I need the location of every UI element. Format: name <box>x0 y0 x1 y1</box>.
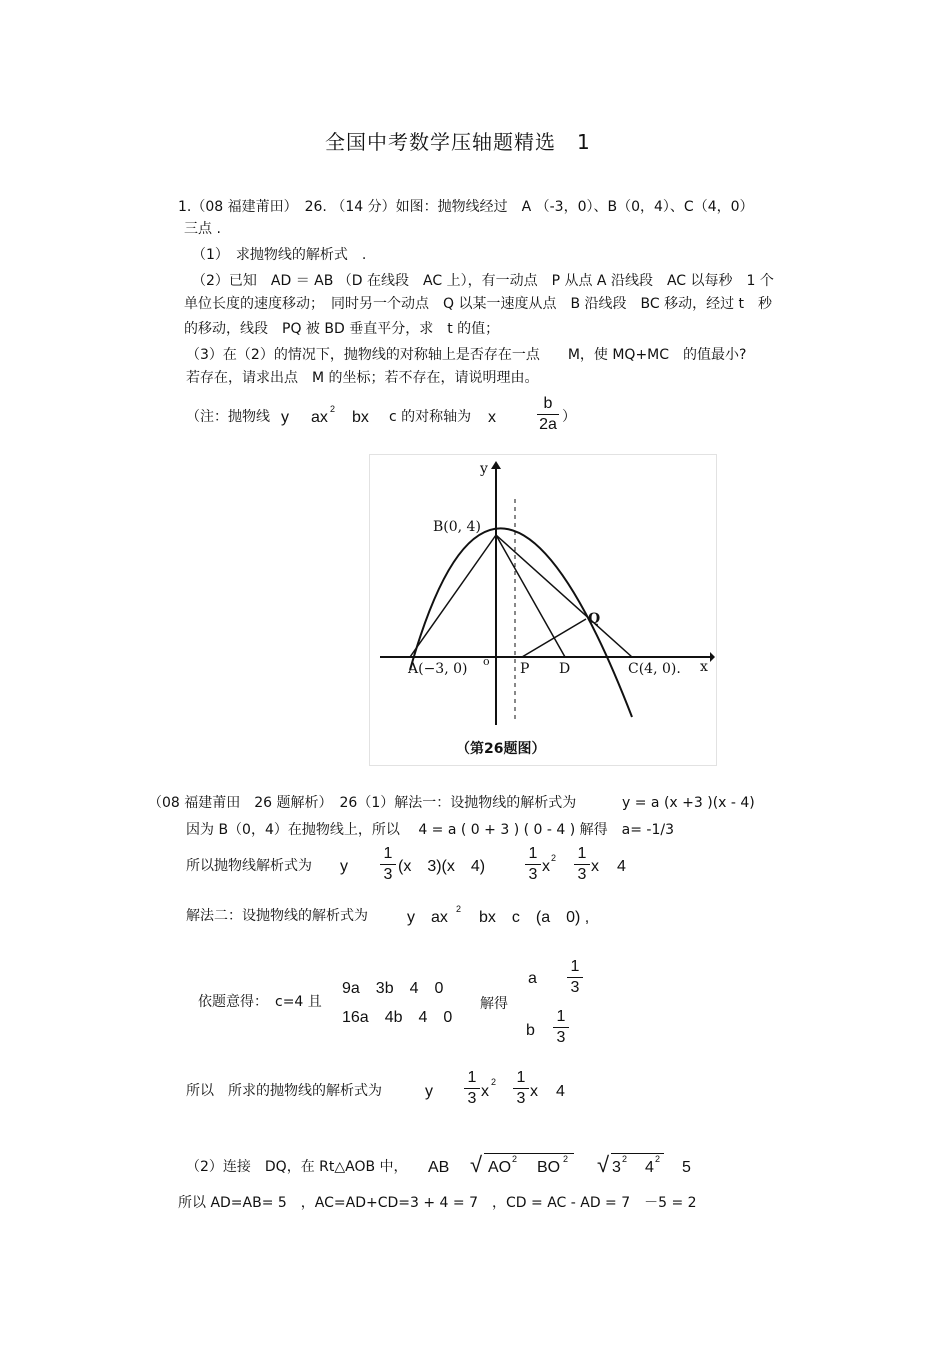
final-four: 4 <box>556 1083 565 1100</box>
solution-header: （08 福建莆田 26 题解析） 26（1）解法一：设抛物线的解析式为 <box>148 795 577 811</box>
problem-header: 1.（08 福建莆田） 26. （14 分）如图：抛物线经过 A （-3，0）、B（0，4）、C（4，0） <box>178 199 754 215</box>
problem-header-cont: 三点 . <box>184 221 221 237</box>
note-square: 2 <box>330 404 336 414</box>
part-2-ab: AB <box>428 1159 450 1176</box>
system-eq-1: 9a 3b 4 0 <box>342 980 444 997</box>
sol1-fraction-3: 1 3 <box>572 845 592 884</box>
system-solve: 解得 <box>480 996 508 1012</box>
method-2-square: 2 <box>456 904 462 914</box>
note-y: y <box>281 409 289 426</box>
sqrt-2-sq-1: 2 <box>622 1154 628 1164</box>
solution-b: b <box>526 1022 535 1039</box>
sol1-x2: x <box>542 858 550 875</box>
note-x: x <box>488 409 496 426</box>
final-square: 2 <box>491 1077 497 1087</box>
label-b: B(0, 4) <box>433 519 481 535</box>
final-fraction-1: 1 3 <box>462 1069 482 1108</box>
note-bx: bx <box>352 409 369 426</box>
solution-a-fraction: 1 3 <box>565 958 585 997</box>
x-axis-arrow <box>710 652 715 662</box>
part-2-prefix: （2）连接 DQ，在 Rt△AOB 中， <box>186 1159 408 1175</box>
final-prefix: 所以 所求的抛物线的解析式为 <box>186 1083 382 1099</box>
sqrt-1-sq-2: 2 <box>563 1154 569 1164</box>
solution-b-fraction: 1 3 <box>551 1008 571 1047</box>
sqrt-1-sq-1: 2 <box>512 1154 518 1164</box>
question-2-line-3: 的移动，线段 PQ 被 BD 垂直平分，求 t 的值； <box>184 321 500 337</box>
sol1-four: 4 <box>617 858 626 875</box>
question-2-line-1: （2）已知 AD ＝ AB （D 在线段 AC 上），有一动点 P 从点 A 沿线段 AC 以每秒 1 个 <box>192 273 774 289</box>
y-axis-arrow <box>491 461 501 469</box>
note-close: ） <box>562 409 576 425</box>
question-3-line-1: （3）在（2）的情况下，抛物线的对称轴上是否存在一点 M，使 MQ+MC 的值最小? <box>186 347 747 363</box>
segment-bd <box>496 535 565 657</box>
note-c: c 的对称轴为 <box>389 409 472 425</box>
parabola-figure <box>369 454 717 766</box>
method-2-prefix: 解法二：设抛物线的解析式为 <box>186 908 368 924</box>
sol1-factored: (x 3)(x 4) <box>398 858 486 875</box>
final-x: x <box>530 1083 538 1100</box>
sol1-fraction-2: 1 3 <box>523 845 543 884</box>
label-c: C(4, 0). <box>628 661 681 677</box>
segment-pq <box>522 619 586 657</box>
sqrt-1-ao: AO <box>488 1159 512 1176</box>
note-fraction <box>535 395 561 434</box>
sqrt-1-symbol: √ <box>470 1152 483 1177</box>
final-fraction-2: 1 3 <box>511 1069 531 1108</box>
method-2-eq: y ax <box>407 909 448 926</box>
note-numerator: b <box>543 395 553 412</box>
label-p: P <box>520 661 530 677</box>
note-ax: ax <box>311 409 328 426</box>
question-3-line-2: 若存在，请求出点 M 的坐标；若不存在，请说明理由。 <box>186 370 539 386</box>
sol1-fraction-1: 1 3 <box>378 845 398 884</box>
note-denominator: 2a <box>539 416 557 433</box>
sol1-x: x <box>591 858 599 875</box>
sqrt-2-three: 3 <box>612 1159 621 1176</box>
sol1-y: y <box>340 858 348 875</box>
note-prefix: （注：抛物线 <box>186 409 270 425</box>
final-x2: x <box>481 1083 489 1100</box>
sqrt-2-symbol: √ <box>597 1152 610 1177</box>
segment-ab <box>410 535 496 657</box>
system-eq-2: 16a 4b 4 0 <box>342 1009 453 1026</box>
figure-caption: （第26题图） <box>456 741 546 757</box>
final-y: y <box>425 1083 433 1100</box>
label-d: D <box>559 661 571 677</box>
method-2-rest: bx c (a 0) , <box>479 909 590 926</box>
system-prefix: 依题意得： c=4 且 <box>198 994 322 1010</box>
label-x: x <box>700 659 708 675</box>
label-q: Q <box>588 611 601 627</box>
segment-bc <box>496 535 632 657</box>
sqrt-2-sq-2: 2 <box>655 1154 661 1164</box>
page-title: 全国中考数学压轴题精选 1 <box>325 130 591 154</box>
label-y: y <box>480 461 488 477</box>
sol1-square: 2 <box>551 853 557 863</box>
question-2-line-2: 单位长度的速度移动； 同时另一个动点 Q 以某一速度从点 B 沿线段 BC 移动，经过 t 秒 <box>184 296 773 312</box>
question-1: （1） 求抛物线的解析式 . <box>192 247 367 263</box>
label-origin: o <box>483 655 490 668</box>
part-2-line-2: 所以 AD=AB= 5 ，AC=AD+CD=3 + 4 = 7 ，CD = AC - AD = 7 －5 = 2 <box>178 1195 697 1211</box>
solution-a: a <box>528 970 537 987</box>
label-a: A(−3, 0) <box>408 661 468 677</box>
part-2-five: 5 <box>682 1159 691 1176</box>
sqrt-1-bo: BO <box>537 1159 561 1176</box>
solution-line-3-prefix: 所以抛物线解析式为 <box>186 858 312 874</box>
solution-header-equation: y = a (x +3 )(x - 4) <box>622 795 755 811</box>
solution-line-2: 因为 B（0，4）在抛物线上，所以 4 = a ( 0 + 3 ) ( 0 - 4 ) 解得 a= -1/3 <box>186 822 674 838</box>
sqrt-2-four: 4 <box>645 1159 654 1176</box>
